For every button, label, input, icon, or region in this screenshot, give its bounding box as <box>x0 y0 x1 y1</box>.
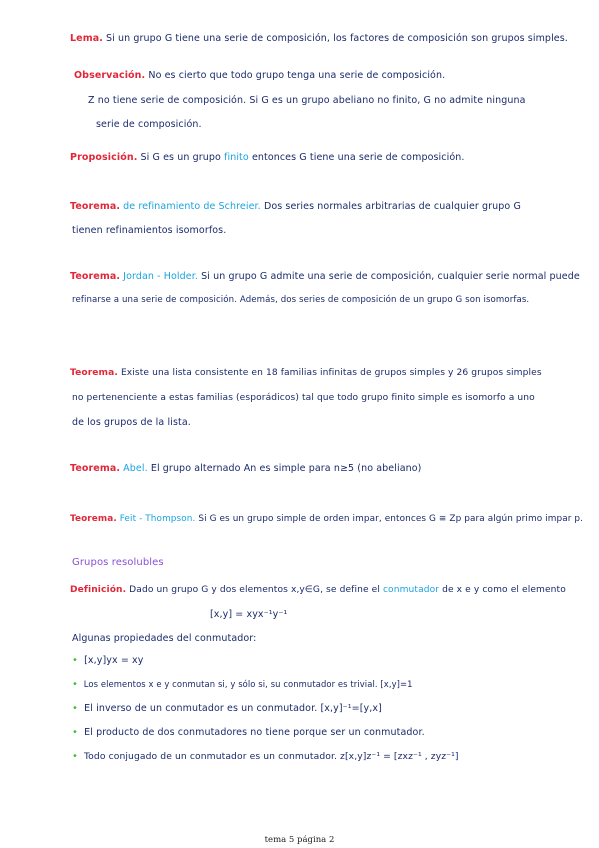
observacion-detail-line-2: serie de composición. <box>96 119 202 130</box>
bullet-icon: • <box>72 679 78 690</box>
theorem-name: de refinamiento de Schreier. <box>123 201 261 212</box>
property-item-4 <box>72 727 425 738</box>
bullet-icon: • <box>72 703 78 714</box>
theorem-name: Jordan - Holder. <box>123 271 198 282</box>
theorem-name: Abel. <box>123 463 148 474</box>
jordan-holder-text: Si un grupo G admite una serie de composición, cualquier serie normal puede <box>201 271 580 282</box>
feit-thompson-line <box>70 514 583 524</box>
definicion-keyword: Definición. <box>70 585 127 595</box>
clasificacion-line <box>70 368 542 378</box>
jordan-holder-line <box>70 271 580 282</box>
proposicion-keyword: Proposición. <box>70 152 138 163</box>
property-text: [x,y]yx = xy <box>84 655 144 666</box>
schreier-text: Dos series normales arbitrarias de cualquier grupo G <box>263 201 521 212</box>
abel-line <box>70 463 421 474</box>
teorema-keyword: Teorema. <box>70 201 121 212</box>
teorema-keyword: Teorema. <box>70 271 121 282</box>
teorema-keyword: Teorema. <box>70 368 118 378</box>
observacion-detail-line-1: Z no tiene serie de composición. Si G es un grupo abeliano no finito, G no admite ninguna <box>88 95 526 106</box>
clasificacion-line-2: no pertenenciente a estas familias (esporádicos) tal que todo grupo finito simple es isomorfo a uno <box>72 393 535 403</box>
definicion-text-c: de x e y como el elemento <box>442 585 566 595</box>
teorema-keyword: Teorema. <box>70 514 117 524</box>
lema-text: Si un grupo G tiene una serie de composición, los factores de composición son grupos simples. <box>106 33 568 44</box>
feit-thompson-text: Si G es un grupo simple de orden impar, entonces G ≅ Zp para algún primo impar p. <box>198 514 584 524</box>
teorema-keyword: Teorema. <box>70 463 121 474</box>
theorem-name: Feit - Thompson. <box>119 514 196 524</box>
clasificacion-text: Existe una lista consistente en 18 familias infinitas de grupos simples y 26 grupos simples <box>120 368 542 378</box>
schreier-line <box>70 201 521 212</box>
proposicion-highlight: finito <box>224 152 249 163</box>
lema-line <box>70 33 568 44</box>
bullet-icon: • <box>72 727 78 738</box>
properties-heading: Algunas propiedades del conmutador: <box>72 633 257 644</box>
definicion-line <box>70 585 566 595</box>
jordan-holder-line-2: refinarse a una serie de composición. Además, dos series de composición de un grupo G son isomorfas. <box>72 295 530 305</box>
definicion-text-a: Dado un grupo G y dos elementos x,y∈G, se define el <box>129 585 380 595</box>
proposicion-line <box>70 152 465 163</box>
page-footer: tema 5 página 2 <box>264 835 335 845</box>
abel-text: El grupo alternado An es simple para n≥5 (no abeliano) <box>150 463 422 474</box>
property-item-5 <box>72 751 459 762</box>
observacion-text: No es cierto que todo grupo tenga una serie de composición. <box>148 70 446 81</box>
definicion-highlight: conmutador <box>382 585 440 595</box>
commutator-formula: [x,y] = xyx⁻¹y⁻¹ <box>210 609 288 620</box>
property-item-3 <box>72 703 382 714</box>
schreier-line-2: tienen refinamientos isomorfos. <box>72 225 227 236</box>
observacion-keyword: Observación. <box>74 70 146 81</box>
bullet-icon: • <box>72 751 78 762</box>
property-text: El inverso de un conmutador es un conmutador. [x,y]⁻¹=[y,x] <box>84 703 382 714</box>
property-item-1 <box>72 655 144 666</box>
property-text: El producto de dos conmutadores no tiene porque ser un conmutador. <box>84 727 425 738</box>
property-text: Los elementos x e y conmutan si, y sólo si, su conmutador es trivial. [x,y]=1 <box>83 679 413 689</box>
section-heading: Grupos resolubles <box>72 557 164 568</box>
bullet-icon: • <box>72 655 78 666</box>
property-text: Todo conjugado de un conmutador es un conmutador. z[x,y]z⁻¹ = [zxz⁻¹ , zyz⁻¹] <box>84 751 459 762</box>
clasificacion-line-3: de los grupos de la lista. <box>72 417 191 428</box>
lema-keyword: Lema. <box>70 33 103 44</box>
proposicion-text-a: Si G es un grupo <box>140 152 221 163</box>
observacion-line <box>74 70 445 81</box>
proposicion-text-c: entonces G tiene una serie de composición. <box>251 152 465 163</box>
property-item-2 <box>72 679 413 690</box>
